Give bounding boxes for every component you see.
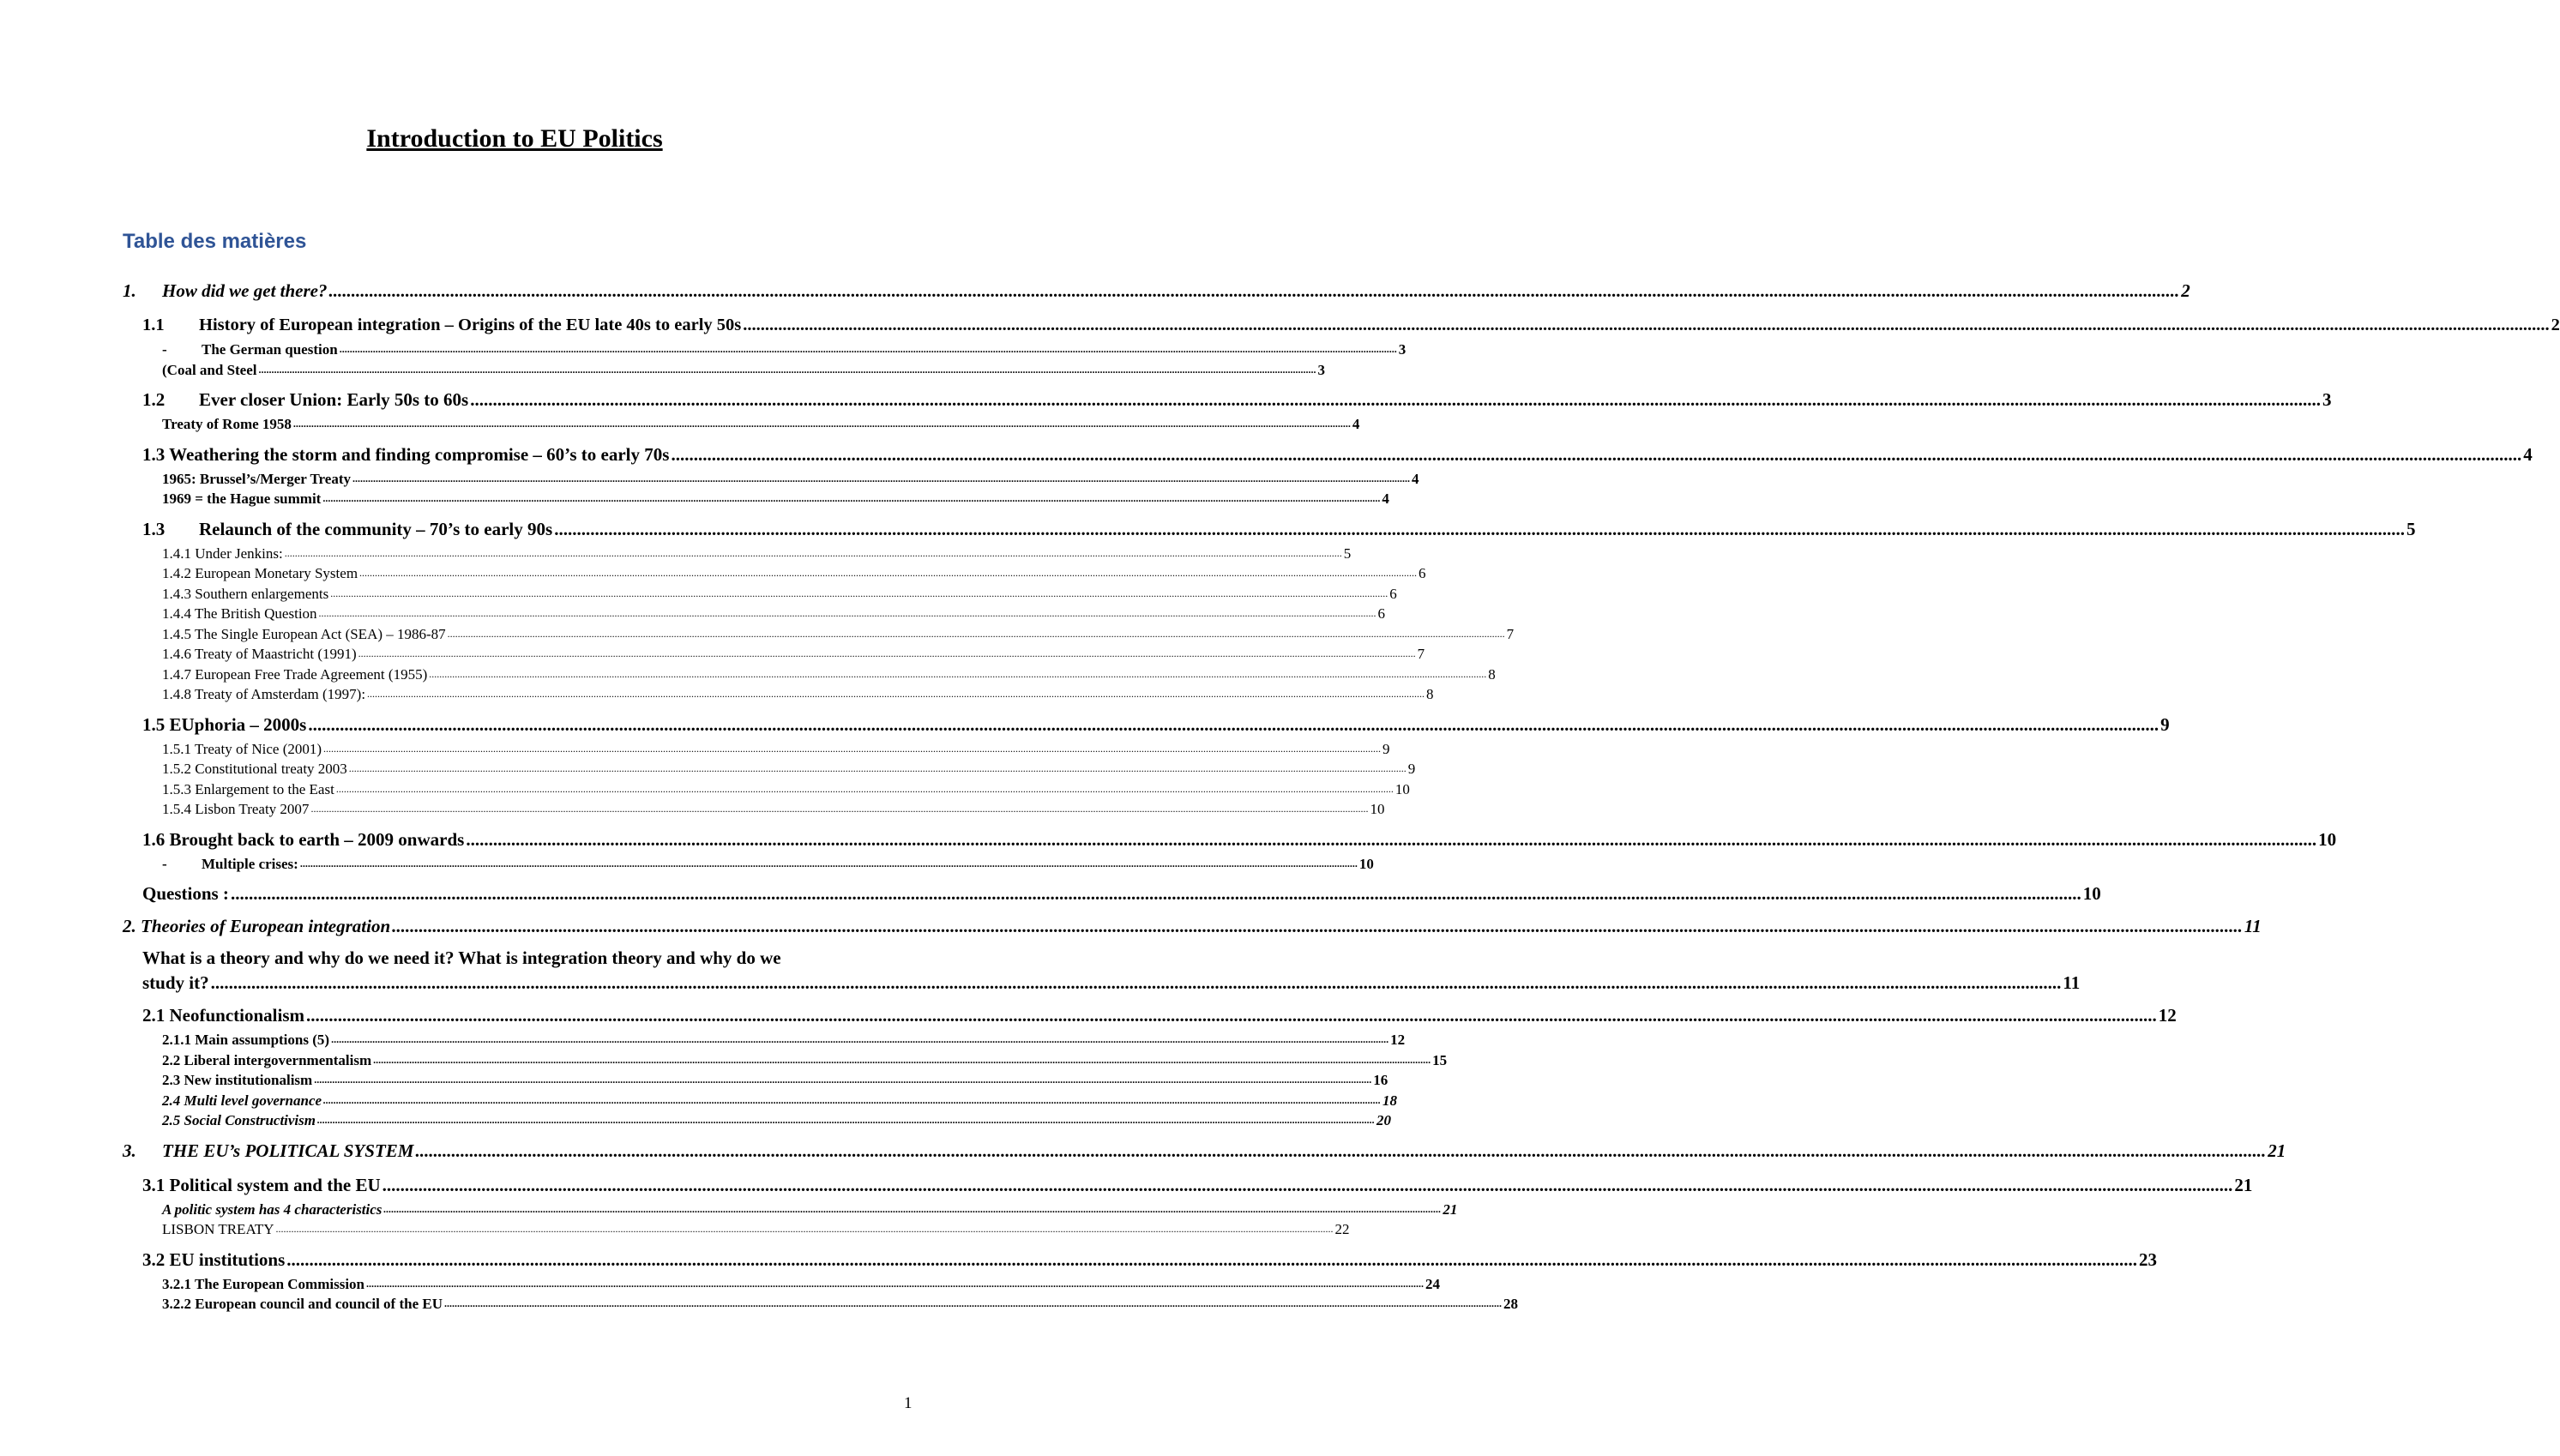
toc-leader [322, 487, 1380, 509]
table-of-contents [123, 273, 2560, 1315]
toc-leader [358, 642, 1416, 665]
toc-entry-title: 1969 = the Hague summit [162, 490, 322, 507]
toc-entry-page: 10 [1370, 801, 1385, 817]
toc-leader [310, 797, 1368, 820]
toc-entry-title: 1.4.2 European Monetary System [162, 565, 358, 581]
toc-entry-page: 11 [2244, 916, 2262, 936]
toc-entry-bullet: - [162, 341, 167, 358]
toc-leader [382, 1170, 2233, 1200]
toc-entry-title: 1.5.4 Lisbon Treaty 2007 [162, 801, 310, 817]
toc-entry-title: THE EU’s POLITICAL SYSTEM [162, 1140, 414, 1161]
toc-entry[interactable] [123, 1294, 1518, 1315]
page-title: Introduction to EU Politics [366, 124, 663, 153]
toc-entry-title: 2.1.1 Main assumptions (5) [162, 1032, 330, 1048]
toc-entry[interactable] [123, 1274, 1440, 1295]
toc-entry-title: Treaty of Rome 1958 [162, 416, 292, 432]
toc-entry-number: 3. [123, 1140, 136, 1161]
toc-entry-title: Multiple crises: [202, 855, 298, 872]
page-number: 1 [904, 1394, 913, 1412]
toc-entry-title: 1.4.1 Under Jenkins: [162, 544, 283, 562]
toc-entry-title: 2.3 New institutionalism [162, 1072, 313, 1088]
toc-entry[interactable] [123, 1070, 1388, 1091]
toc-entry[interactable] [123, 489, 1389, 509]
toc-entry-page: 9 [1407, 761, 1416, 777]
toc-entry[interactable] [123, 563, 1426, 584]
toc-entry-title: 3.2 EU institutions [142, 1248, 286, 1270]
toc-entry-page: 4 [1412, 470, 1419, 487]
toc-entry-page: 4 [1352, 416, 1360, 432]
toc-leader [308, 710, 2159, 739]
toc-entry-title: 2. Theories of European integration [123, 916, 391, 936]
toc-entry-page: 6 [1419, 565, 1426, 581]
toc-leader [340, 338, 1397, 360]
toc-entry-title: 2.1 Neofunctionalism [142, 1005, 304, 1026]
toc-entry-page: 8 [1426, 686, 1434, 702]
toc-entry-title: 1.5.1 Treaty of Nice (2001) [162, 740, 322, 757]
toc-entry[interactable] [123, 1001, 2177, 1030]
toc-entry-page: 21 [2268, 1140, 2286, 1161]
toc-entry-title: 2.2 Liberal intergovernmentalism [162, 1051, 372, 1068]
toc-leader [211, 971, 2062, 996]
toc-entry[interactable] [123, 310, 2560, 340]
toc-entry-page: 10 [1394, 780, 1410, 797]
toc-leader [392, 912, 2243, 941]
toc-entry-title: History of European integration – Origins of the EU late 40s to early 50s [199, 316, 742, 334]
toc-entry-title: 1.4.5 The Single European Act (SEA) – 1986-87 [162, 625, 446, 642]
toc-entry[interactable] [123, 739, 1390, 760]
toc-leader [300, 852, 1358, 875]
toc-leader [367, 683, 1425, 705]
toc-entry[interactable] [123, 946, 2081, 996]
toc-entry-page: 12 [2158, 1005, 2177, 1026]
toc-entry[interactable] [123, 514, 2416, 544]
toc-entry[interactable] [123, 1110, 1391, 1131]
toc-leader [314, 1068, 1371, 1091]
toc-entry-page: 20 [1376, 1112, 1391, 1128]
toc-leader [415, 1136, 2266, 1165]
toc-leader [323, 737, 1381, 760]
toc-entry-page: 6 [1377, 605, 1386, 622]
toc-entry-page: 18 [1382, 1092, 1398, 1109]
toc-entry[interactable] [123, 665, 1496, 685]
toc-entry[interactable] [123, 1219, 1350, 1240]
toc-entry-page: 9 [2160, 713, 2170, 735]
toc-leader [330, 582, 1388, 605]
toc-entry-title: 1.4.4 The British Question [162, 605, 317, 622]
toc-entry-title: 1.5 EUphoria – 2000s [142, 713, 307, 735]
toc-leader [429, 663, 1486, 685]
toc-entry-title: 1.3 Weathering the storm and finding compromise – 60’s to early 70s [142, 443, 670, 465]
toc-leader [359, 562, 1417, 584]
toc-leader [259, 358, 1316, 381]
toc-entry-page: 15 [1432, 1051, 1448, 1068]
toc-entry-title: How did we get there? [162, 280, 328, 301]
toc-entry[interactable] [123, 879, 2101, 908]
toc-entry[interactable] [123, 1091, 1398, 1111]
toc-entry-title: 3.2.1 The European Commission [162, 1275, 364, 1292]
toc-entry-title: LISBON TREATY [162, 1221, 274, 1237]
toc-entry[interactable] [123, 1170, 2253, 1200]
toc-entry-title: Questions : [142, 883, 229, 904]
toc-entry-number: 1.2 [142, 389, 166, 410]
toc-entry[interactable] [123, 759, 1416, 779]
toc-entry-page: 10 [2082, 883, 2101, 904]
toc-entry[interactable] [123, 779, 1410, 800]
toc-entry[interactable] [123, 912, 2262, 941]
toc-entry[interactable] [123, 825, 2337, 854]
toc-entry-page: 5 [2406, 518, 2416, 539]
toc-entry-title: 1.4.7 European Free Trade Agreement (1955) [162, 665, 428, 683]
toc-leader [331, 1028, 1388, 1050]
toc-entry[interactable] [123, 414, 1360, 435]
toc-entry-bullet: - [162, 855, 167, 872]
toc-entry-page: 7 [1417, 646, 1425, 662]
toc-entry[interactable] [123, 340, 1406, 360]
toc-entry[interactable] [123, 276, 2190, 305]
toc-leader [448, 623, 1505, 645]
toc-entry-page: 3 [1398, 341, 1406, 358]
toc-leader [349, 757, 1406, 779]
toc-leader [231, 879, 2081, 908]
toc-entry-title: 1.4.8 Treaty of Amsterdam (1997): [162, 686, 366, 702]
toc-entry-title: 1.5.3 Enlargement to the East [162, 780, 334, 797]
toc-entry-title: 1.6 Brought back to earth – 2009 onwards [142, 828, 465, 850]
toc-leader [285, 542, 1342, 564]
toc-entry-page: 4 [2523, 443, 2533, 465]
toc-entry[interactable] [123, 644, 1425, 665]
toc-entry-page: 10 [2318, 828, 2337, 850]
toc-leader [554, 514, 2405, 544]
toc-entry-title: 3.2.2 European council and council of the EU [162, 1296, 443, 1312]
toc-entry-page: 5 [1343, 544, 1352, 562]
toc-leader [329, 276, 2180, 305]
toc-entry-title: (Coal and Steel [162, 361, 257, 378]
toc-leader [444, 1292, 1502, 1315]
toc-entry-title: 1.4.6 Treaty of Maastricht (1991) [162, 646, 357, 662]
toc-heading: Table des matières [123, 230, 307, 253]
toc-leader [276, 1218, 1334, 1240]
toc-entry[interactable] [123, 1200, 1458, 1220]
toc-entry-page: 7 [1506, 625, 1515, 642]
toc-leader [336, 778, 1394, 800]
toc-entry-number: 1.3 [142, 518, 166, 539]
toc-leader [383, 1198, 1441, 1220]
toc-entry-page: 21 [2234, 1174, 2253, 1195]
toc-entry-page: 3 [2322, 389, 2332, 410]
toc-entry-title: 1.4.3 Southern enlargements [162, 585, 329, 602]
toc-entry[interactable] [123, 1030, 1406, 1050]
toc-entry[interactable] [123, 360, 1325, 381]
toc-entry[interactable] [123, 544, 1352, 564]
toc-entry[interactable] [123, 1245, 2158, 1274]
toc-entry-page: 10 [1358, 855, 1374, 872]
toc-entry-page: 23 [2139, 1248, 2158, 1270]
toc-leader [319, 602, 1376, 624]
toc-entry-page: 16 [1373, 1072, 1388, 1088]
toc-entry-title: Relaunch of the community – 70’s to early 90s [199, 518, 553, 539]
toc-entry-page: 2 [2551, 316, 2560, 334]
toc-entry-title-continued: study it? [142, 972, 209, 993]
toc-entry-title: The German question [202, 341, 338, 358]
toc-entry-page: 24 [1425, 1275, 1440, 1292]
toc-entry[interactable] [123, 1050, 1448, 1071]
toc-entry[interactable] [123, 604, 1386, 624]
toc-leader [306, 1001, 2157, 1030]
toc-entry-title: 1965: Brussel’s/Merger Treaty [162, 470, 352, 487]
toc-entry[interactable] [123, 624, 1515, 645]
toc-leader [466, 825, 2316, 854]
toc-entry[interactable] [123, 710, 2170, 739]
toc-entry-page: 4 [1382, 490, 1389, 507]
toc-entry[interactable] [123, 1136, 2286, 1165]
toc-leader [470, 385, 2321, 414]
toc-entry[interactable] [123, 584, 1397, 605]
toc-entry-page: 9 [1382, 740, 1390, 757]
toc-entry-page: 8 [1488, 665, 1496, 683]
toc-entry-page: 2 [2181, 280, 2190, 301]
toc-entry-title: What is a theory and why do we need it? What is integration theory and why do we [142, 948, 781, 968]
toc-entry-page: 22 [1334, 1221, 1350, 1237]
toc-entry-number: 1. [123, 280, 136, 301]
toc-entry-page: 6 [1389, 585, 1397, 602]
toc-entry[interactable] [123, 440, 2533, 469]
toc-leader [352, 467, 1410, 490]
toc-entry-title: 2.4 Multi level governance [162, 1092, 322, 1109]
toc-leader [743, 310, 2549, 340]
toc-entry-number: 1.1 [142, 316, 165, 334]
toc-leader [317, 1109, 1375, 1131]
toc-leader [373, 1049, 1431, 1071]
toc-entry-title: 1.5.2 Constitutional treaty 2003 [162, 761, 347, 777]
toc-entry-title: A politic system has 4 characteristics [162, 1200, 382, 1218]
toc-entry[interactable] [123, 799, 1385, 820]
toc-entry-title: 2.5 Social Constructivism [162, 1112, 316, 1128]
toc-leader [293, 412, 1351, 435]
toc-entry[interactable] [123, 385, 2332, 414]
toc-entry[interactable] [123, 684, 1434, 705]
toc-entry-page: 3 [1317, 361, 1325, 378]
toc-leader [671, 440, 2521, 469]
toc-leader [366, 1272, 1424, 1295]
toc-leader [323, 1089, 1381, 1111]
toc-entry-page: 21 [1443, 1200, 1458, 1218]
toc-entry-page: 11 [2063, 972, 2081, 993]
toc-entry[interactable] [123, 854, 1374, 875]
toc-leader [286, 1245, 2137, 1274]
toc-entry-title: 3.1 Political system and the EU [142, 1174, 381, 1195]
toc-entry-page: 28 [1503, 1296, 1518, 1312]
toc-entry-title: Ever closer Union: Early 50s to 60s [199, 389, 469, 410]
toc-entry[interactable] [123, 469, 1419, 490]
toc-entry-page: 12 [1390, 1032, 1406, 1048]
